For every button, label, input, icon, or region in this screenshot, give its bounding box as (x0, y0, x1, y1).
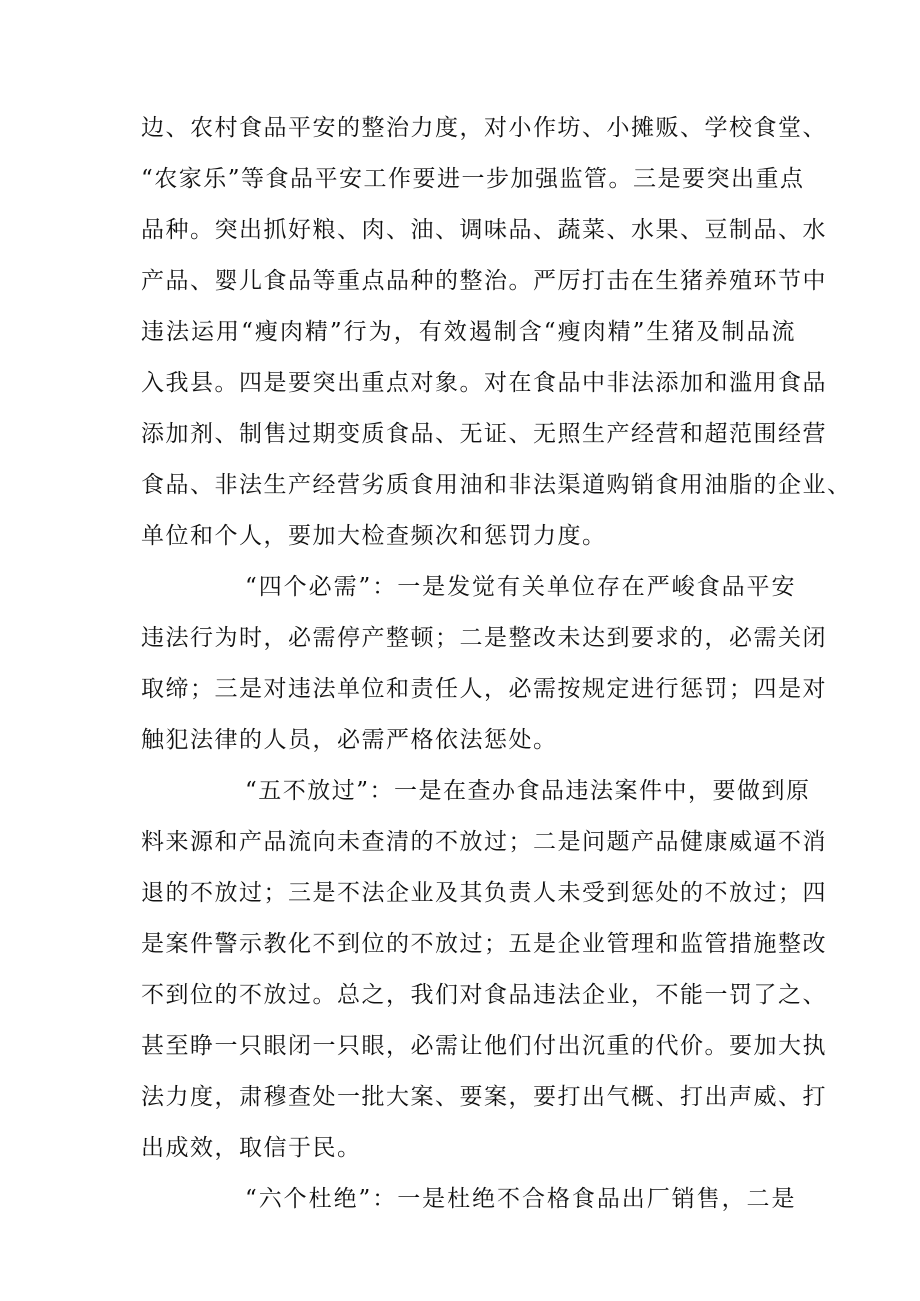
paragraph-heading-line: “五不放过”：一是在查办食品违法案件中，要做到原 (245, 778, 811, 804)
text-line: 不到位的不放过。总之，我们对食品违法企业，不能一罚了之、 (141, 982, 827, 1008)
text-line: 违法运用“瘦肉精”行为，有效遏制含“瘦肉精”生猪及制品流 (141, 319, 796, 345)
paragraph-heading-line: “六个杜绝”：一是杜绝不合格食品出厂销售，二是 (245, 1186, 796, 1212)
text-line: 入我县。四是要突出重点对象。对在食品中非法添加和滥用食品 (141, 370, 827, 396)
text-line: 法力度，肃穆查处一批大案、要案，要打出气概、打出声威、打 (141, 1084, 827, 1110)
text-line: 是案件警示教化不到位的不放过；五是企业管理和监管措施整改 (141, 931, 827, 957)
text-line: 食品、非法生产经营劣质食用油和非法渠道购销食用油脂的企业、 (141, 472, 852, 498)
paragraph-heading-line: “四个必需”：一是发觉有关单位存在严峻食品平安 (245, 574, 796, 600)
text-line: 添加剂、制售过期变质食品、无证、无照生产经营和超范围经营 (141, 421, 827, 447)
text-line: “农家乐”等食品平安工作要进一步加强监管。三是要突出重点 (141, 166, 805, 192)
text-line: 产品、婴儿食品等重点品种的整治。严厉打击在生猪养殖环节中 (141, 268, 827, 294)
text-line: 边、农村食品平安的整治力度，对小作坊、小摊贩、学校食堂、 (141, 115, 827, 141)
text-line: 触犯法律的人员，必需严格依法惩处。 (141, 727, 558, 753)
text-line: 单位和个人，要加大检查频次和惩罚力度。 (141, 523, 607, 549)
text-line: 品种。突出抓好粮、肉、油、调味品、蔬菜、水果、豆制品、水 (141, 217, 827, 243)
text-line: 料来源和产品流向未查清的不放过；二是问题产品健康威逼不消 (141, 829, 827, 855)
text-line: 退的不放过；三是不法企业及其负责人未受到惩处的不放过；四 (141, 880, 827, 906)
text-line: 出成效，取信于民。 (141, 1135, 362, 1161)
text-line: 违法行为时，必需停产整顿；二是整改未达到要求的，必需关闭 (141, 625, 827, 651)
text-line: 取缔；三是对违法单位和责任人，必需按规定进行惩罚；四是对 (141, 676, 827, 702)
text-line: 甚至睁一只眼闭一只眼，必需让他们付出沉重的代价。要加大执 (141, 1033, 827, 1059)
